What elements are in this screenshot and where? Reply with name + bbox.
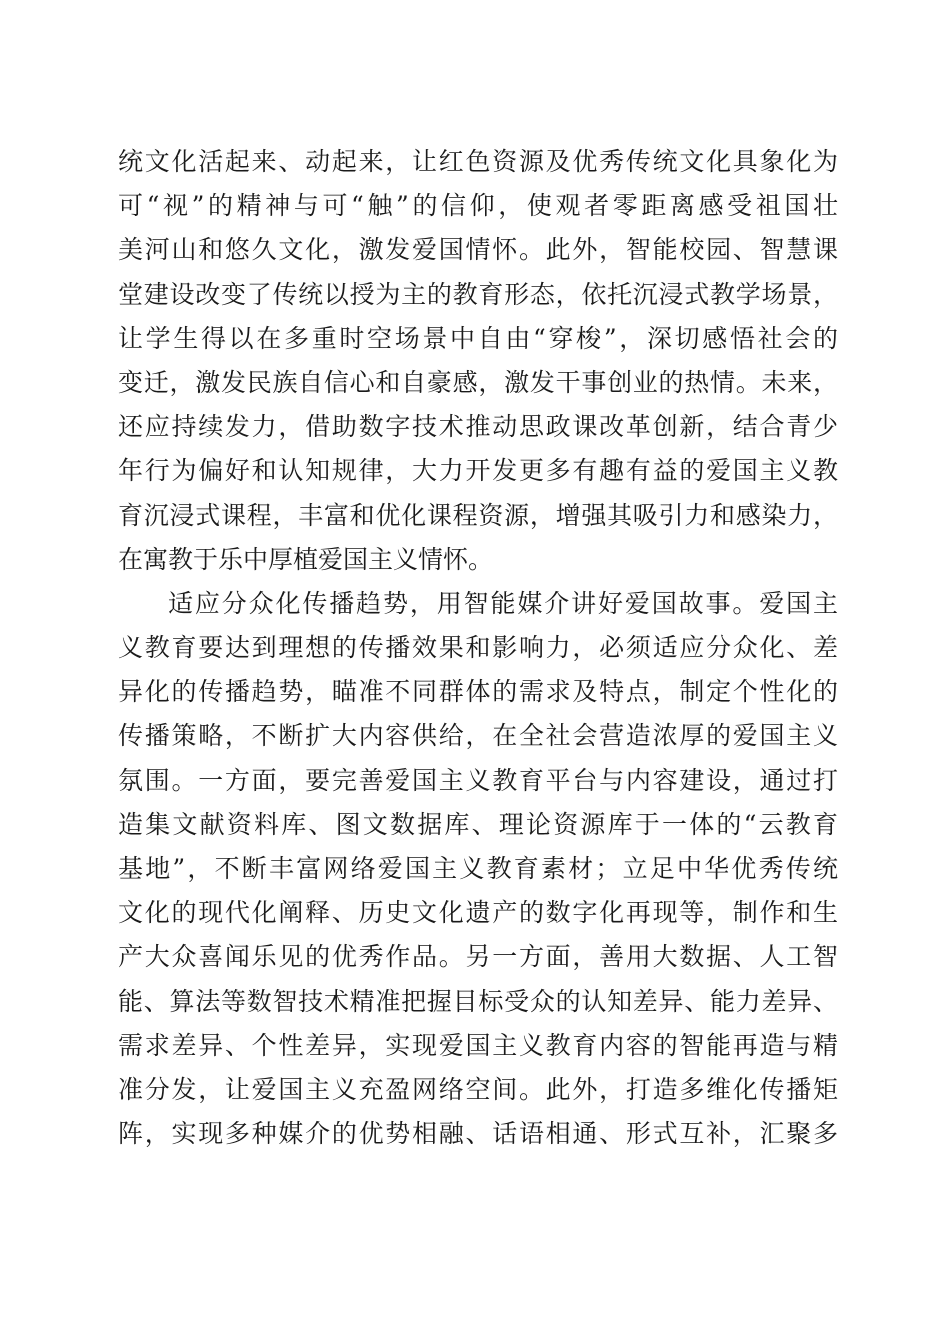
paragraph-1-line-6: 变迁，激发民族自信心和自豪感，激发干事创业的热情。未来， [118, 367, 838, 397]
paragraph-1-line-7: 还应持续发力，借助数字技术推动思政课改革创新，结合青少 [118, 412, 838, 442]
paragraph-2-line-10: 能、算法等数智技术精准把握目标受众的认知差异、能力差异、 [118, 986, 838, 1016]
paragraph-1-line-9: 育沉浸式课程，丰富和优化课程资源，增强其吸引力和感染力， [118, 500, 838, 530]
paragraph-2-line-1: 适应分众化传播趋势，用智能媒介讲好爱国故事。爱国主 [168, 588, 838, 618]
paragraph-2-line-7: 基地”，不断丰富网络爱国主义教育素材；立足中华优秀传统 [118, 854, 838, 883]
paragraph-2-line-8: 文化的现代化阐释、历史文化遗产的数字化再现等，制作和生 [118, 898, 838, 928]
paragraph-1-line-8: 年行为偏好和认知规律，大力开发更多有趣有益的爱国主义教 [118, 456, 838, 486]
paragraph-1-line-10: 在寓教于乐中厚植爱国主义情怀。 [118, 544, 494, 574]
paragraph-2-line-4: 传播策略，不断扩大内容供给，在全社会营造浓厚的爱国主义 [118, 721, 838, 751]
paragraph-1-line-2: 可“视”的精神与可“触”的信仰，使观者零距离感受祖国壮 [118, 191, 838, 221]
paragraph-2-line-12: 准分发，让爱国主义充盈网络空间。此外，打造多维化传播矩 [118, 1074, 838, 1104]
paragraph-2-line-9: 产大众喜闻乐见的优秀作品。另一方面，善用大数据、人工智 [118, 942, 838, 972]
paragraph-2-line-3: 异化的传播趋势，瞄准不同群体的需求及特点，制定个性化的 [118, 677, 838, 707]
paragraph-2-line-11: 需求差异、个性差异，实现爱国主义教育内容的智能再造与精 [118, 1030, 838, 1060]
paragraph-1-line-1: 统文化活起来、动起来，让红色资源及优秀传统文化具象化为 [118, 147, 838, 176]
paragraph-2-line-2: 义教育要达到理想的传播效果和影响力，必须适应分众化、差 [118, 633, 838, 663]
paragraph-1-line-4: 堂建设改变了传统以授为主的教育形态，依托沉浸式教学场景， [118, 279, 838, 309]
paragraph-1-line-3: 美河山和悠久文化，激发爱国情怀。此外，智能校园、智慧课 [118, 235, 838, 265]
paragraph-2-line-6: 造集文献资料库、图文数据库、理论资源库于一体的“云教育 [118, 809, 838, 839]
paragraph-2-line-13: 阵，实现多种媒介的优势相融、话语相通、形式互补，汇聚多 [118, 1119, 838, 1149]
body-text [118, 140, 838, 1156]
paragraph-2-line-5: 氛围。一方面，要完善爱国主义教育平台与内容建设，通过打 [118, 765, 838, 795]
paragraph-1-line-5: 让学生得以在多重时空场景中自由“穿梭”，深切感悟社会的 [118, 323, 838, 353]
